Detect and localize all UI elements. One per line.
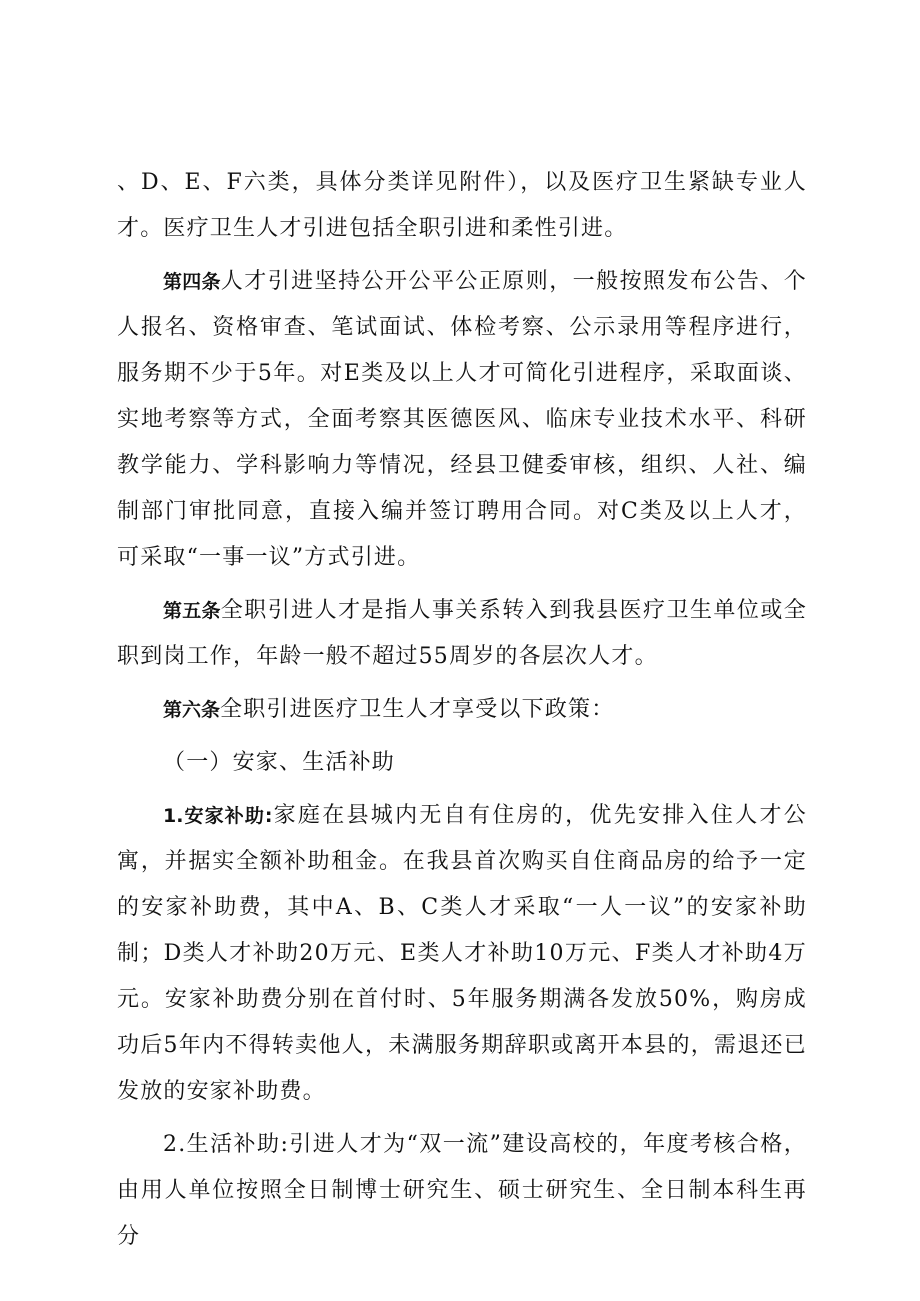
article-label: 第六条 — [163, 699, 221, 721]
item-1 — [117, 793, 807, 1115]
article-5 — [117, 588, 807, 680]
item-label: 2.生活补助: — [163, 1132, 290, 1157]
article-6 — [117, 687, 807, 733]
paragraph-text: 、D、E、F六类，具体分类详见附件），以及医疗卫生紧缺专业人才。医疗卫生人才引进包括全职引进和柔性引进。 — [117, 170, 807, 241]
article-text: 全职引进人才是指人事关系转入到我县医疗卫生单位或全职到岗工作，年龄一般不超过55周岁的各层次人才。 — [117, 598, 807, 669]
document-body — [117, 160, 807, 1260]
item-2 — [117, 1122, 807, 1260]
section-heading — [117, 740, 807, 786]
section-title: （一）安家、生活补助 — [163, 750, 396, 775]
item-label: 1.安家补助: — [163, 805, 273, 827]
article-label: 第四条 — [163, 271, 221, 293]
item-text: 引进人才为“双一流”建设高校的，年度考核合格，由用人单位按照全日制博士研究生、硕士研究生、全日制本科生再分 — [117, 1132, 807, 1249]
item-text: 家庭在县城内无自有住房的，优先安排入住人才公寓，并据实全额补助租金。在我县首次购买自住商品房的给予一定的安家补助费，其中A、B、C类人才采取“一人一议”的安家补助制；D类人才补助20万元、E类人才补助10万元、F类人才补助4万元。安家补助费分别在首付时、5年服务期满各发放50%，购房成功后5年内不得转卖他人，未满服务期辞职或离开本县的，需退还已发放的安家补助费。 — [117, 803, 807, 1104]
article-text: 人才引进坚持公开公平公正原则，一般按照发布公告、个人报名、资格审查、笔试面试、体检考察、公示录用等程序进行，服务期不少于5年。对E类及以上人才可简化引进程序，采取面谈、实地考察等方式，全面考察其医德医风、临床专业技术水平、科研教学能力、学科影响力等情况，经县卫健委审核，组织、人社、编制部门审批同意，直接入编并签订聘用合同。对C类及以上人才，可采取“一事一议”方式引进。 — [117, 269, 807, 570]
article-4 — [117, 259, 807, 581]
article-text: 全职引进医疗卫生人才享受以下政策： — [220, 697, 615, 722]
article-label: 第五条 — [163, 600, 221, 622]
paragraph-continued — [117, 160, 807, 252]
